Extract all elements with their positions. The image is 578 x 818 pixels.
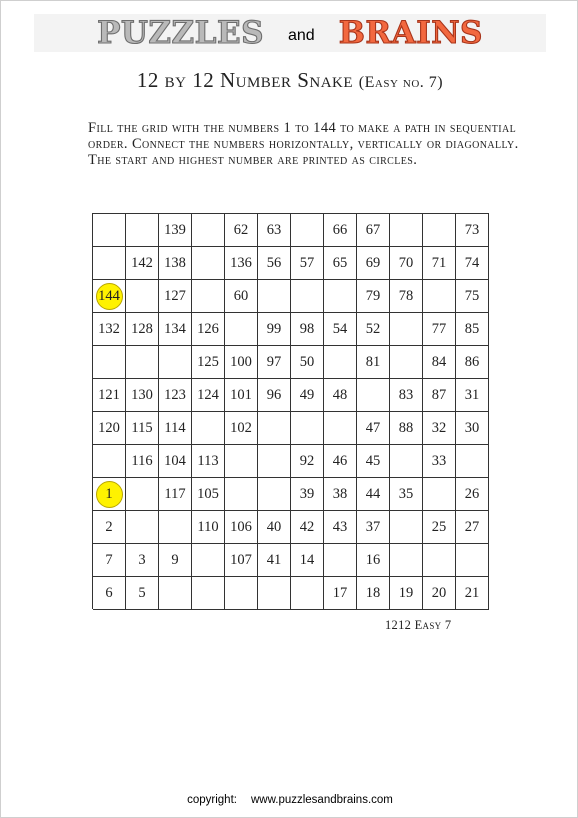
grid-cell-empty[interactable] — [192, 577, 225, 610]
grid-cell-empty[interactable] — [93, 214, 126, 247]
grid-cell-given: 47 — [357, 412, 390, 445]
grid-cell-given — [93, 280, 126, 313]
grid-cell-given: 75 — [456, 280, 489, 313]
grid-cell-given: 27 — [456, 511, 489, 544]
grid-cell-given: 71 — [423, 247, 456, 280]
grid-cell-empty[interactable] — [390, 313, 423, 346]
grid-cell-given: 44 — [357, 478, 390, 511]
grid-cell-given: 99 — [258, 313, 291, 346]
grid-cell-given: 84 — [423, 346, 456, 379]
grid-cell-empty[interactable] — [192, 544, 225, 577]
grid-cell-empty[interactable] — [324, 346, 357, 379]
grid-cell-given: 35 — [390, 478, 423, 511]
grid-cell-empty[interactable] — [390, 511, 423, 544]
grid-cell-given: 3 — [126, 544, 159, 577]
instruction-line: The start and highest number are printed as circles. — [88, 152, 418, 168]
grid-cell-given: 69 — [357, 247, 390, 280]
grid-cell-empty[interactable] — [126, 280, 159, 313]
circled-number: 144 — [96, 283, 123, 310]
grid-cell-given: 70 — [390, 247, 423, 280]
grid-cell-empty[interactable] — [159, 577, 192, 610]
grid-cell-given: 117 — [159, 478, 192, 511]
number-snake-grid — [92, 213, 489, 609]
grid-cell-empty[interactable] — [126, 478, 159, 511]
grid-cell-empty[interactable] — [390, 346, 423, 379]
grid-cell-given: 42 — [291, 511, 324, 544]
logo-brains-text: BRAINS — [338, 14, 483, 51]
grid-cell-given: 38 — [324, 478, 357, 511]
grid-cell-given: 113 — [192, 445, 225, 478]
grid-cell-given: 21 — [456, 577, 489, 610]
grid-cell-given: 26 — [456, 478, 489, 511]
grid-cell-empty[interactable] — [225, 577, 258, 610]
grid-cell-given: 5 — [126, 577, 159, 610]
logo — [34, 15, 546, 51]
grid-cell-empty[interactable] — [192, 247, 225, 280]
grid-cell-given: 126 — [192, 313, 225, 346]
grid-cell-given: 121 — [93, 379, 126, 412]
grid-cell-empty[interactable] — [93, 346, 126, 379]
grid-cell-empty[interactable] — [390, 214, 423, 247]
grid-cell-given: 138 — [159, 247, 192, 280]
grid-cell-given: 50 — [291, 346, 324, 379]
grid-cell-empty[interactable] — [93, 445, 126, 478]
grid-cell-given: 14 — [291, 544, 324, 577]
grid-cell-given: 105 — [192, 478, 225, 511]
grid-cell-given: 128 — [126, 313, 159, 346]
grid-cell-given: 74 — [456, 247, 489, 280]
grid-cell-empty[interactable] — [258, 445, 291, 478]
grid-cell-given: 98 — [291, 313, 324, 346]
grid-cell-empty[interactable] — [225, 445, 258, 478]
grid-cell-given — [93, 478, 126, 511]
grid-cell-empty[interactable] — [258, 478, 291, 511]
grid-cell-given: 73 — [456, 214, 489, 247]
copyright-link[interactable]: www.puzzlesandbrains.com — [250, 794, 393, 806]
grid-cell-given: 107 — [225, 544, 258, 577]
grid-cell-given: 49 — [291, 379, 324, 412]
grid-cell-given: 83 — [390, 379, 423, 412]
grid-cell-empty[interactable] — [324, 544, 357, 577]
grid-cell-given: 41 — [258, 544, 291, 577]
grid-cell-given: 77 — [423, 313, 456, 346]
grid-cell-empty[interactable] — [258, 412, 291, 445]
grid-cell-given: 2 — [93, 511, 126, 544]
grid-cell-empty[interactable] — [159, 346, 192, 379]
instructions — [88, 120, 558, 168]
grid-cell-empty[interactable] — [423, 544, 456, 577]
puzzle-code: 1212 Easy 7 — [385, 618, 452, 632]
grid-cell-given: 81 — [357, 346, 390, 379]
grid-cell-given: 114 — [159, 412, 192, 445]
logo-and-text: and — [287, 27, 315, 44]
grid-cell-given: 142 — [126, 247, 159, 280]
grid-cell-given: 87 — [423, 379, 456, 412]
grid-cell-given: 18 — [357, 577, 390, 610]
grid-cell-empty[interactable] — [456, 544, 489, 577]
grid-cell-given: 79 — [357, 280, 390, 313]
grid-cell-given: 63 — [258, 214, 291, 247]
grid-cell-given: 88 — [390, 412, 423, 445]
grid-cell-given: 31 — [456, 379, 489, 412]
grid-cell-empty[interactable] — [423, 280, 456, 313]
grid-cell-given: 40 — [258, 511, 291, 544]
grid-cell-given: 115 — [126, 412, 159, 445]
grid-cell-given: 130 — [126, 379, 159, 412]
puzzle-title-main: 12 by 12 Number Snake — [136, 68, 354, 92]
grid-cell-given: 106 — [225, 511, 258, 544]
grid-cell-empty[interactable] — [390, 445, 423, 478]
grid-cell-empty[interactable] — [258, 280, 291, 313]
grid-cell-empty[interactable] — [291, 412, 324, 445]
grid-cell-given: 123 — [159, 379, 192, 412]
grid-cell-empty[interactable] — [126, 346, 159, 379]
logo-banner — [34, 14, 546, 52]
grid-cell-given: 102 — [225, 412, 258, 445]
grid-cell-given: 52 — [357, 313, 390, 346]
grid-cell-given: 48 — [324, 379, 357, 412]
grid-cell-given: 17 — [324, 577, 357, 610]
grid-cell-empty[interactable] — [225, 478, 258, 511]
grid-cell-given: 39 — [291, 478, 324, 511]
grid-cell-given: 45 — [357, 445, 390, 478]
grid-cell-given: 33 — [423, 445, 456, 478]
grid-cell-given: 132 — [93, 313, 126, 346]
grid-cell-empty[interactable] — [324, 280, 357, 313]
grid-cell-given: 67 — [357, 214, 390, 247]
grid-cell-empty[interactable] — [291, 577, 324, 610]
circled-number: 1 — [96, 481, 123, 508]
puzzle-title — [1, 67, 578, 96]
grid-cell-empty[interactable] — [192, 280, 225, 313]
grid-cell-given: 127 — [159, 280, 192, 313]
grid-cell-given: 104 — [159, 445, 192, 478]
grid-cell-empty[interactable] — [423, 214, 456, 247]
grid-cell-empty[interactable] — [258, 577, 291, 610]
grid-cell-given: 57 — [291, 247, 324, 280]
grid-cell-given: 54 — [324, 313, 357, 346]
grid-cell-empty[interactable] — [291, 280, 324, 313]
grid-cell-given: 30 — [456, 412, 489, 445]
instruction-line: Fill the grid with the numbers 1 to 144 to make a path in sequential — [88, 120, 517, 136]
grid-cell-given: 46 — [324, 445, 357, 478]
grid-cell-given: 7 — [93, 544, 126, 577]
grid-cell-empty[interactable] — [126, 511, 159, 544]
grid-cell-empty[interactable] — [192, 412, 225, 445]
grid-cell-given: 96 — [258, 379, 291, 412]
grid-cell-given: 6 — [93, 577, 126, 610]
grid-cell-empty[interactable] — [159, 511, 192, 544]
grid-cell-given: 124 — [192, 379, 225, 412]
grid-cell-given: 134 — [159, 313, 192, 346]
grid-cell-given: 9 — [159, 544, 192, 577]
grid-cell-given: 136 — [225, 247, 258, 280]
grid-cell-given: 20 — [423, 577, 456, 610]
grid-cell-empty[interactable] — [324, 412, 357, 445]
grid-cell-given: 60 — [225, 280, 258, 313]
grid-cell-empty[interactable] — [456, 445, 489, 478]
grid-cell-empty[interactable] — [192, 214, 225, 247]
grid-cell-given: 139 — [159, 214, 192, 247]
grid-cell-given: 120 — [93, 412, 126, 445]
grid-cell-given: 19 — [390, 577, 423, 610]
grid-cell-given: 43 — [324, 511, 357, 544]
grid-cell-empty[interactable] — [126, 214, 159, 247]
grid-cell-given: 101 — [225, 379, 258, 412]
grid-cell-given: 66 — [324, 214, 357, 247]
grid-cell-given: 110 — [192, 511, 225, 544]
grid-cell-given: 85 — [456, 313, 489, 346]
copyright-line — [1, 794, 578, 806]
logo-puzzles-text: PUZZLES — [97, 14, 264, 51]
grid-cell-given: 125 — [192, 346, 225, 379]
grid-cell-given: 86 — [456, 346, 489, 379]
grid-cell-given: 37 — [357, 511, 390, 544]
grid-cell-empty[interactable] — [225, 313, 258, 346]
puzzle-title-sub: (Easy no. 7) — [358, 74, 444, 91]
grid-cell-given: 116 — [126, 445, 159, 478]
grid-cell-empty[interactable] — [423, 478, 456, 511]
copyright-label: copyright: — [187, 794, 237, 806]
grid-cell-given: 78 — [390, 280, 423, 313]
grid-cell-given: 25 — [423, 511, 456, 544]
grid-cell-given: 32 — [423, 412, 456, 445]
instruction-line: order. Connect the numbers horizontally, vertically or diagonally. — [88, 136, 519, 152]
grid-cell-given: 56 — [258, 247, 291, 280]
grid-cell-empty[interactable] — [291, 214, 324, 247]
grid-cell-empty[interactable] — [357, 379, 390, 412]
grid-cell-given: 100 — [225, 346, 258, 379]
grid-cell-empty[interactable] — [390, 544, 423, 577]
grid-cell-given: 16 — [357, 544, 390, 577]
grid-cell-empty[interactable] — [93, 247, 126, 280]
grid-cell-given: 92 — [291, 445, 324, 478]
grid-cell-given: 65 — [324, 247, 357, 280]
grid-cell-given: 97 — [258, 346, 291, 379]
grid-cell-given: 62 — [225, 214, 258, 247]
